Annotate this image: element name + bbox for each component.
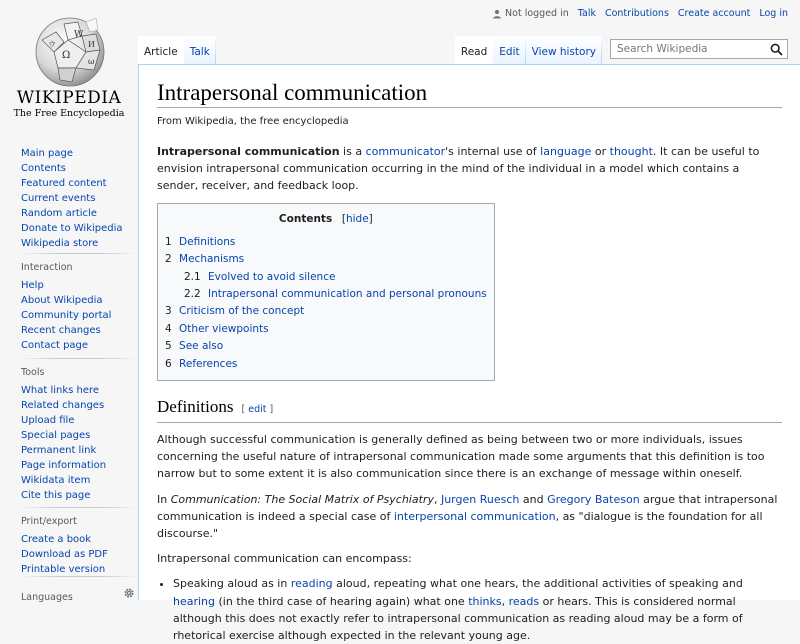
toc-item-definitions[interactable] <box>165 234 487 251</box>
book-title: Communication: The Social Matrix of Psychiatry <box>170 492 434 506</box>
toc-hide-link[interactable]: hide <box>345 212 369 225</box>
svg-text:И: И <box>88 40 95 49</box>
sidebar-heading-languages: Languages <box>21 592 73 603</box>
table-of-contents <box>157 203 495 381</box>
toc-item-other-viewpoints[interactable] <box>165 321 487 338</box>
sidebar-heading-interaction: Interaction <box>21 262 73 273</box>
user-talk-link[interactable]: Talk <box>577 8 596 19</box>
toc-link-definitions[interactable]: Definitions <box>179 235 236 248</box>
tab-talk[interactable] <box>184 36 216 64</box>
toc-heading: Contents <box>278 212 333 225</box>
sidebar-heading-tools: Tools <box>21 367 45 378</box>
text: and <box>519 492 548 506</box>
sidebar <box>0 140 138 603</box>
sidebar-item-community-portal[interactable]: Community portal <box>21 310 112 321</box>
wikipedia-logo[interactable] <box>0 0 138 130</box>
sidebar-divider <box>21 507 137 508</box>
toc-item-evolved-to-avoid-silence[interactable] <box>165 269 487 286</box>
toc-link-evolved-to-avoid-silence[interactable]: Evolved to avoid silence <box>208 270 336 283</box>
sidebar-item-wikidata-item[interactable]: Wikidata item <box>21 475 91 486</box>
tab-talk-label[interactable]: Talk <box>189 46 210 58</box>
sidebar-item-contents[interactable]: Contents <box>21 163 66 174</box>
toc-item-mechanisms[interactable] <box>165 251 487 268</box>
text: . It can be useful to envision intrapersonal communication occurring in the mind of the individual in a model which contains a sender, receiver, and feedback loop. <box>157 145 760 193</box>
login-link[interactable]: Log in <box>759 8 788 19</box>
sidebar-item-special-pages[interactable]: Special pages <box>21 430 91 441</box>
sidebar-languages <box>21 592 131 608</box>
wikipedia-globe-icon <box>32 12 108 88</box>
intro-paragraph <box>157 143 782 195</box>
page-title: Intrapersonal communication <box>157 79 782 108</box>
view-tabs <box>455 36 788 64</box>
toc-link-references[interactable]: References <box>179 357 238 370</box>
toc-number: 5 <box>165 340 172 353</box>
sidebar-item-donate[interactable]: Donate to Wikipedia <box>21 223 123 234</box>
link-interpersonal-communication[interactable]: interpersonal communication <box>393 509 556 523</box>
toc-number: 3 <box>165 305 172 318</box>
tab-view-history[interactable] <box>526 36 602 64</box>
text: , <box>433 492 441 506</box>
link-gregory-bateson[interactable]: Gregory Bateson <box>547 492 640 506</box>
sidebar-tools <box>21 367 131 503</box>
sidebar-item-download-pdf[interactable]: Download as PDF <box>21 549 108 560</box>
text: In <box>157 492 171 506</box>
toc-link-other-viewpoints[interactable]: Other viewpoints <box>179 322 269 335</box>
sidebar-item-what-links-here[interactable]: What links here <box>21 385 100 396</box>
section-heading-definitions <box>157 395 782 423</box>
sidebar-item-printable-version[interactable]: Printable version <box>21 564 106 575</box>
text: , as "dialogue is the foundation for all discourse." <box>157 509 763 541</box>
toc-title: Contents [hide] <box>278 212 373 225</box>
section-edit: [ edit ] <box>241 404 274 416</box>
link-thinks[interactable]: thinks <box>468 594 502 608</box>
svg-text:ω: ω <box>88 57 95 66</box>
text: , <box>501 594 509 608</box>
text: aloud, repeating what one hears, the additional activities of speaking and <box>332 577 743 591</box>
sidebar-heading-print-export: Print/export <box>21 516 77 527</box>
sidebar-item-featured-content[interactable]: Featured content <box>21 178 107 189</box>
namespace-tabs <box>138 36 216 64</box>
link-thought[interactable]: thought <box>609 145 653 158</box>
link-reads[interactable]: reads <box>508 594 540 608</box>
toc-number: 2 <box>165 253 172 266</box>
link-hearing[interactable]: hearing <box>173 594 216 608</box>
link-language[interactable]: language <box>540 145 592 158</box>
svg-text:W: W <box>74 30 84 40</box>
create-account-link[interactable]: Create account <box>677 8 751 19</box>
sidebar-navigation <box>21 146 131 251</box>
text: 's internal use of <box>445 145 541 158</box>
user-icon <box>492 9 502 19</box>
text: or <box>591 145 610 158</box>
sidebar-item-upload-file[interactable]: Upload file <box>21 415 75 426</box>
sidebar-item-related-changes[interactable]: Related changes <box>21 400 105 411</box>
sidebar-divider <box>21 358 137 359</box>
sidebar-interaction <box>21 262 131 353</box>
text: or hears. This is considered normal although this does not exactly refer to intrapersonal communication as reading aloud may be a form of rhetorical exercise although expected in the relevant young age. <box>173 594 743 643</box>
sidebar-item-cite-this-page[interactable]: Cite this page <box>21 490 91 501</box>
toc-number: 4 <box>165 322 172 335</box>
section-edit-link[interactable]: edit <box>248 404 267 416</box>
toc-item-references[interactable] <box>165 356 487 373</box>
text: is a <box>339 145 366 158</box>
sidebar-item-about[interactable]: About Wikipedia <box>21 295 103 306</box>
not-logged-in-text: Not logged in <box>505 8 569 19</box>
toc-number: 1 <box>165 235 172 248</box>
toc-link-see-also[interactable]: See also <box>179 340 224 353</box>
sidebar-item-contact-page[interactable]: Contact page <box>21 340 89 351</box>
text: (in the third case of hearing again) what one <box>215 594 469 608</box>
definitions-paragraph-2 <box>157 491 782 543</box>
tab-edit-label[interactable]: Edit <box>499 46 520 58</box>
search-icon[interactable] <box>770 43 783 56</box>
sidebar-print-export <box>21 516 131 577</box>
definitions-paragraph-1: Although successful communication is generally defined as being between two or more individuals, issues concerning the useful nature of intrapersonal communication made some arguments that this definition is too narrow but to some extent it is also communication since there is an exchange of message within oneself. <box>157 433 765 481</box>
sidebar-item-main-page[interactable]: Main page <box>21 148 74 159</box>
tab-read[interactable] <box>455 36 493 64</box>
search-input[interactable] <box>611 40 773 58</box>
contributions-link[interactable]: Contributions <box>604 8 669 19</box>
toc-link-personal-pronouns[interactable]: Intrapersonal communication and personal pronouns <box>208 288 487 301</box>
toc-number: 2.2 <box>184 288 201 301</box>
article-body <box>157 143 782 644</box>
section-title: Definitions <box>157 397 234 417</box>
sidebar-divider <box>21 253 137 254</box>
tab-edit[interactable] <box>493 36 525 64</box>
toc-number: 2.1 <box>184 270 201 283</box>
text: argue that intrapersonal communication is indeed a special case of <box>157 492 778 523</box>
sidebar-item-random-article[interactable]: Random article <box>21 208 97 219</box>
tab-article-label[interactable]: Article <box>144 46 178 58</box>
link-reading[interactable]: reading <box>290 577 333 591</box>
wikipedia-tagline: The Free Encyclopedia <box>13 108 125 119</box>
list-item <box>173 575 782 644</box>
toc-item-personal-pronouns[interactable] <box>165 286 487 303</box>
sidebar-item-current-events[interactable]: Current events <box>21 193 96 204</box>
definitions-paragraph-3: Intrapersonal communication can encompass: <box>157 552 412 566</box>
sidebar-item-permanent-link[interactable]: Permanent link <box>21 445 97 456</box>
wikipedia-wordmark: WIKIPEDIA <box>16 88 122 108</box>
tab-view-history-label[interactable]: View history <box>531 46 596 58</box>
toc-item-criticism[interactable] <box>165 303 487 320</box>
link-communicator[interactable]: communicator <box>365 145 446 158</box>
sidebar-item-help[interactable]: Help <box>21 280 44 291</box>
text: Speaking aloud as in <box>173 577 291 591</box>
toc-number: 6 <box>165 357 172 370</box>
toc-item-see-also[interactable] <box>165 338 487 355</box>
tab-read-label[interactable]: Read <box>460 46 488 58</box>
toc-link-mechanisms[interactable]: Mechanisms <box>179 253 245 266</box>
link-jurgen-ruesch[interactable]: Jurgen Ruesch <box>440 492 520 506</box>
sidebar-item-page-information[interactable]: Page information <box>21 460 107 471</box>
gear-icon[interactable] <box>123 587 135 599</box>
svg-text:Ω: Ω <box>62 50 71 61</box>
site-subtitle: From Wikipedia, the free encyclopedia <box>157 116 349 127</box>
sidebar-divider <box>21 576 137 577</box>
search-box <box>610 39 788 59</box>
sidebar-item-store[interactable]: Wikipedia store <box>21 238 99 249</box>
svg-text:ウ: ウ <box>48 40 56 49</box>
toc-link-criticism[interactable]: Criticism of the concept <box>179 305 305 318</box>
content-area <box>138 64 800 643</box>
sidebar-item-recent-changes[interactable]: Recent changes <box>21 325 101 336</box>
sidebar-item-create-book[interactable]: Create a book <box>21 534 92 545</box>
encompass-list <box>157 575 782 644</box>
personal-tools <box>492 8 788 19</box>
tab-article[interactable] <box>138 36 184 64</box>
intro-bold-term: Intrapersonal communication <box>157 145 340 158</box>
